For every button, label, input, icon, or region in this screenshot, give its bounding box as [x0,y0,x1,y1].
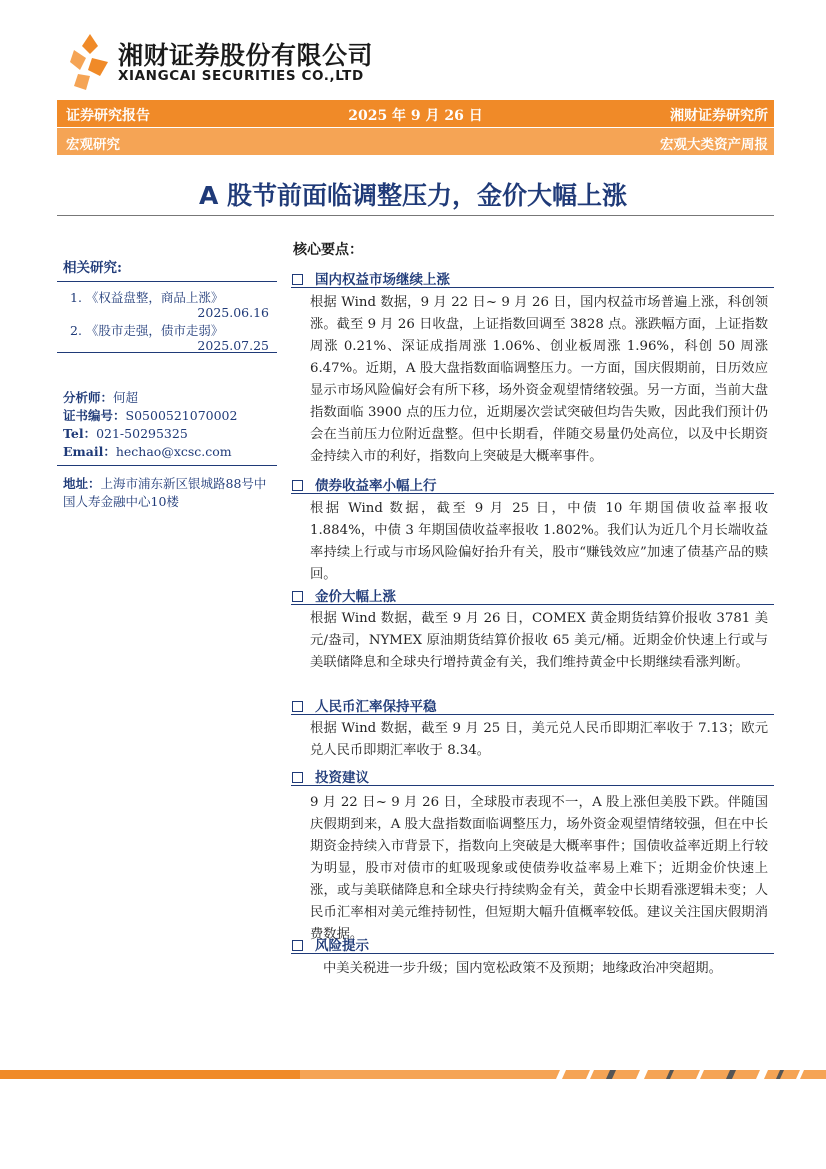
section-divider [291,287,774,288]
report-date: 2025 年 9 月 26 日 [348,108,483,124]
email-label: Email： [63,444,116,459]
section-divider [291,785,774,786]
analyst-name: 何超 [113,390,139,405]
company-logo [70,32,374,92]
related-divider [57,281,277,282]
checkbox-bullet-icon [292,772,303,783]
section-heading-bond: 债券收益率小幅上行 [292,474,437,494]
company-name-cn: 湘财证券股份有限公司 [118,41,374,70]
institute-name: 湘财证券研究所 [670,108,768,124]
company-name-en: XIANGCAI SECURITIES CO.,LTD [118,68,364,84]
section-divider [291,493,774,494]
section-heading-equity: 国内权益市场继续上涨 [292,268,450,288]
report-category: 宏观研究 [66,137,120,153]
cert-number: S0500521070002 [125,408,238,423]
cert-line [63,406,237,424]
info-divider [57,465,277,466]
section-heading-risk: 风险提示 [292,934,369,954]
related-date-1: 2025.06.16 [197,305,269,320]
related-bottom-divider [57,352,277,353]
section-divider [291,953,774,954]
tel-label: Tel： [63,426,97,441]
section-text-bond: 根据 Wind 数据，截至 9 月 25 日，中债 10 年期国债收益率报收 1.884%，中债 3 年期国债收益率报收 1.802%。我们认为近几个月长端收益率持续上行或与市场风险偏好抬升有关，股市“赚钱效应”加速了债基产品的赎回。 [310,501,768,582]
tel-number: 021-50295325 [96,426,188,441]
address-text: 上海市浦东新区银城路88号中国人寿金融中心10楼 [63,476,267,509]
title-divider [57,215,774,216]
checkbox-bullet-icon [292,701,303,712]
related-research-title: 相关研究: [63,260,122,276]
section-text-risk: 中美关税进一步升级；国内宽松政策不及预期；地缘政治冲突超期。 [323,961,722,976]
address-label: 地址： [63,476,101,491]
section-text-equity: 根据 Wind 数据，9 月 22 日~ 9 月 26 日，国内权益市场普遍上涨，科创领涨。截至 9 月 26 日收盘，上证指数回调至 3828 点。涨跌幅方面，上证指数周涨 0.21%、深证成指周涨 1.06%、创业板周涨 1.96%，科创 50 周涨 6.47%。近期，A 股大盘指数面临调整压力。一方面，国庆假期前，日历效应显示市场风险偏好会有所下移，场外资金观望情绪较强。另一方面，当前大盘指数面临 3900 点的压力位，近期屡次尝试突破但均告失败，因此我们预计仍会在当前压力位附近盘整。但中长期看，伴随交易量仍处高位，以及中长期资金持续入市的利好，指数向上突破是大概率事件。 [310,295,768,464]
core-points-title: 核心要点： [293,242,363,258]
checkbox-bullet-icon [292,591,303,602]
checkbox-bullet-icon [292,274,303,285]
analyst-label: 分析师： [63,390,114,405]
page-title: A 股节前面临调整压力，金价大幅上涨 [198,181,628,210]
section-text-gold: 根据 Wind 数据，截至 9 月 26 日，COMEX 黄金期货结算价报收 3781 美元/盎司，NYMEX 原油期货结算价报收 65 美元/桶。近期金价快速上行或与美联储降息和全球央行增持黄金有关，我们维持黄金中长期继续看涨判断。 [310,611,768,670]
report-type: 证券研究报告 [66,108,150,124]
section-text-investment: 9 月 22 日~ 9 月 26 日，全球股市表现不一，A 股上涨但美股下跌。伴随国庆假期到来，A 股大盘指数面临调整压力，场外资金观望情绪较强，但在中长期资金持续入市背景下，指数向上突破是大概率事件；国债收益率近期上行较为明显，股市对债市的虹吸现象或使债券收益率易上难下；近期金价快速上涨，或与美联储降息和全球央行持续购金有关，黄金中长期看涨逻辑未变；人民币汇率相对美元维持韧性，但短期大幅升值概率较低。建议关注国庆假期消费数据。 [310,795,768,942]
section-heading-gold: 金价大幅上涨 [292,585,396,605]
email-address[interactable]: hechao@xcsc.com [115,444,232,459]
cert-label: 证书编号： [63,408,126,423]
related-date-2: 2025.07.25 [197,338,269,353]
section-divider [291,714,774,715]
section-heading-investment: 投资建议 [292,766,369,786]
header-band-primary [57,100,774,127]
section-divider [291,604,774,605]
report-series: 宏观大类资产周报 [660,137,768,153]
footer-decoration-bar [0,1070,826,1079]
address-block [63,475,277,511]
checkbox-bullet-icon [292,940,303,951]
related-item-2[interactable]: 2. 《股市走强，债市走弱》 [70,323,224,338]
analyst-line [63,388,138,406]
related-item-1[interactable]: 1. 《权益盘整，商品上涨》 [70,290,224,305]
header-band-secondary [57,128,774,155]
xiangcai-logo-icon [70,32,110,92]
email-line [63,442,232,460]
checkbox-bullet-icon [292,480,303,491]
section-text-fx: 根据 Wind 数据，截至 9 月 25 日，美元兑人民币即期汇率收于 7.13；欧元兑人民币即期汇率收于 8.34。 [310,721,768,758]
section-heading-fx: 人民币汇率保持平稳 [292,695,437,715]
tel-line [63,424,188,442]
